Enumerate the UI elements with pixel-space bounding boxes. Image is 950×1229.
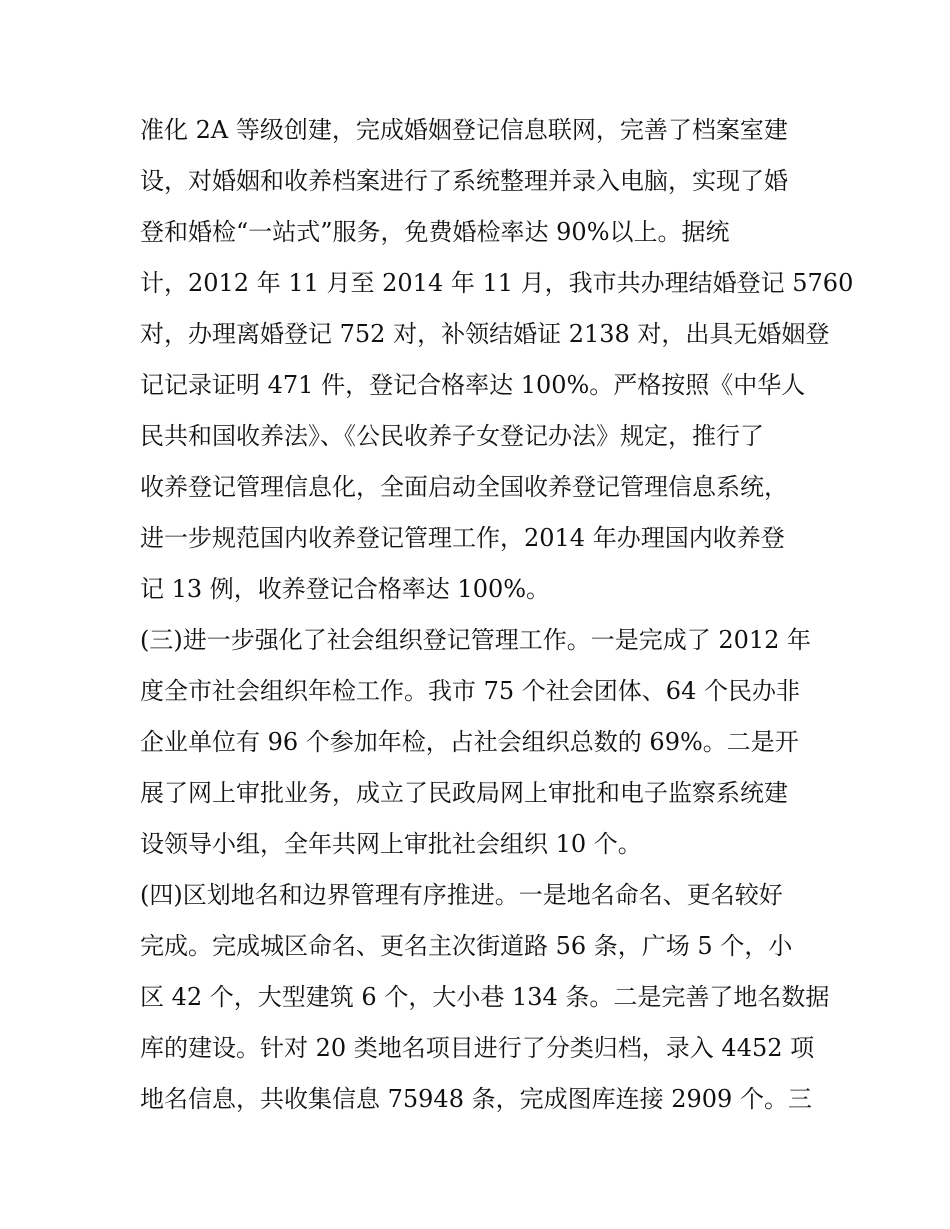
- text-line: 度全市社会组织年检工作。我市 75 个社会团体、64 个民办非: [140, 677, 800, 705]
- text-line: 设，对婚姻和收养档案进行了系统整理并录入电脑，实现了婚: [140, 167, 788, 195]
- text-line: 记 13 例，收养登记合格率达 100%。: [140, 575, 551, 603]
- text-line: 收养登记管理信息化，全面启动全国收养登记管理信息系统，: [140, 473, 788, 501]
- text-line: 库的建设。针对 20 类地名项目进行了分类归档，录入 4452 项: [140, 1034, 815, 1062]
- text-line: 登和婚检“一站式”服务，免费婚检率达 90%以上。据统: [140, 218, 730, 246]
- text-line: 地名信息，共收集信息 75948 条，完成图库连接 2909 个。三: [140, 1085, 812, 1113]
- text-line: 展了网上审批业务，成立了民政局网上审批和电子监察系统建: [140, 779, 788, 807]
- text-line: 设领导小组，全年共网上审批社会组织 10 个。: [140, 830, 642, 858]
- body-text: [140, 105, 854, 1125]
- text-line: 民共和国收养法》、《公民收养子女登记办法》规定，推行了: [140, 422, 764, 450]
- text-line: 对，办理离婚登记 752 对，补领结婚证 2138 对，出具无婚姻登: [140, 320, 830, 348]
- text-line: 企业单位有 96 个参加年检，占社会组织总数的 69%。二是开: [140, 728, 799, 756]
- text-line: 准化 2A 等级创建，完成婚姻登记信息联网，完善了档案室建: [140, 116, 788, 144]
- text-line: 进一步规范国内收养登记管理工作，2014 年办理国内收养登: [140, 524, 785, 552]
- section-heading-line: (四)区划地名和边界管理有序推进。一是地名命名、更名较好: [140, 881, 783, 909]
- text-line: 计，2012 年 11 月至 2014 年 11 月，我市共办理结婚登记 5760: [140, 269, 854, 297]
- text-line: 记记录证明 471 件，登记合格率达 100%。严格按照《中华人: [140, 371, 806, 399]
- text-line: 区 42 个，大型建筑 6 个，大小巷 134 条。二是完善了地名数据: [140, 983, 830, 1011]
- section-heading-line: (三)进一步强化了社会组织登记管理工作。一是完成了 2012 年: [140, 626, 812, 654]
- text-line: 完成。完成城区命名、更名主次街道路 56 条，广场 5 个，小: [140, 932, 793, 960]
